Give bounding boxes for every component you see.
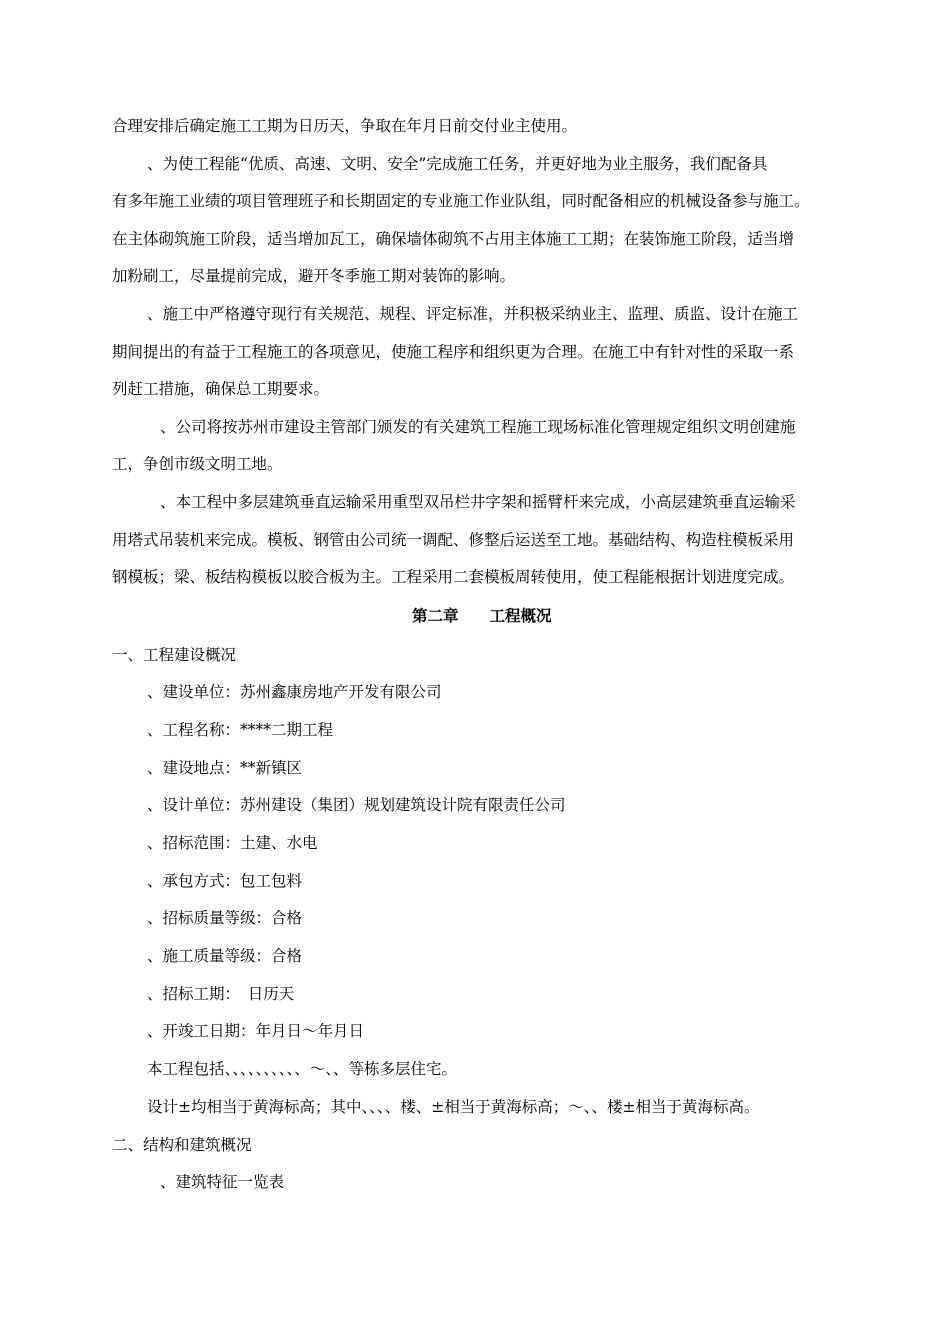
paragraph-line: 有多年施工业绩的项目管理班子和长期固定的专业施工作业队组，同时配备相应的机械设备参与施工。	[112, 192, 810, 210]
list-item: 、工程名称：****二期工程	[147, 721, 334, 739]
list-item: 、招标工期： 日历天	[147, 985, 295, 1003]
note-line: 本工程包括、、、、、、、、、、～、、等栋多层住宅。	[147, 1060, 458, 1078]
list-item: 、设计单位：苏州建设（集团）规划建筑设计院有限责任公司	[147, 796, 566, 814]
paragraph-line: 在主体砌筑施工阶段，适当增加瓦工，确保墙体砌筑不占用主体施工工期；在装饰施工阶段，适当增	[112, 230, 795, 248]
chapter-title: 第二章 工程概况	[412, 606, 552, 625]
paragraph-line: 用塔式吊装机来完成。模板、钢管由公司统一调配、修整后运送至工地。基础结构、构造柱模板采用	[112, 531, 795, 549]
list-item: 、建设单位：苏州鑫康房地产开发有限公司	[147, 683, 442, 701]
sub-item: 、建筑特征一览表	[160, 1173, 285, 1191]
paragraph-line: 列赶工措施，确保总工期要求。	[112, 380, 330, 398]
paragraph-line: 、本工程中多层建筑垂直运输采用重型双吊栏井字架和摇臂杆来完成，小高层建筑垂直运输采	[160, 493, 796, 511]
list-item: 、招标质量等级：合格	[147, 909, 303, 927]
paragraph-line: 、为使工程能“优质、高速、文明、安全”完成施工任务，并更好地为业主服务，我们配备具	[147, 155, 768, 173]
list-item: 、招标范围：土建、水电	[147, 834, 318, 852]
list-item: 、开竣工日期：年月日～年月日	[147, 1022, 365, 1040]
section-heading: 二、结构和建筑概况	[112, 1136, 252, 1154]
paragraph-line: 合理安排后确定施工工期为日历天，争取在年月日前交付业主使用。	[112, 117, 578, 135]
paragraph-line: 、公司将按苏州市建设主管部门颁发的有关建筑工程施工现场标准化管理规定组织文明创建施	[160, 418, 796, 436]
section-heading: 一、工程建设概况	[112, 646, 237, 664]
paragraph-line: 、施工中严格遵守现行有关规范、规程、评定标准，并积极采纳业主、监理、质监、设计在施工	[147, 305, 799, 323]
list-item: 、建设地点：**新镇区	[147, 759, 303, 777]
list-item: 、承包方式：包工包料	[147, 872, 303, 890]
paragraph-line: 期间提出的有益于工程施工的各项意见，使施工程序和组织更为合理。在施工中有针对性的采取一系	[112, 343, 795, 361]
paragraph-line: 加粉刷工，尽量提前完成，避开冬季施工期对装饰的影响。	[112, 267, 516, 285]
paragraph-line: 工，争创市级文明工地。	[112, 455, 283, 473]
note-line: 设计±均相当于黄海标高；其中、、、、楼、±相当于黄海标高；～、、楼±相当于黄海标高。	[147, 1098, 760, 1116]
paragraph-line: 钢模板；梁、板结构模板以胶合板为主。工程采用二套模板周转使用，使工程能根据计划进度完成。	[112, 568, 795, 586]
list-item: 、施工质量等级：合格	[147, 947, 303, 965]
